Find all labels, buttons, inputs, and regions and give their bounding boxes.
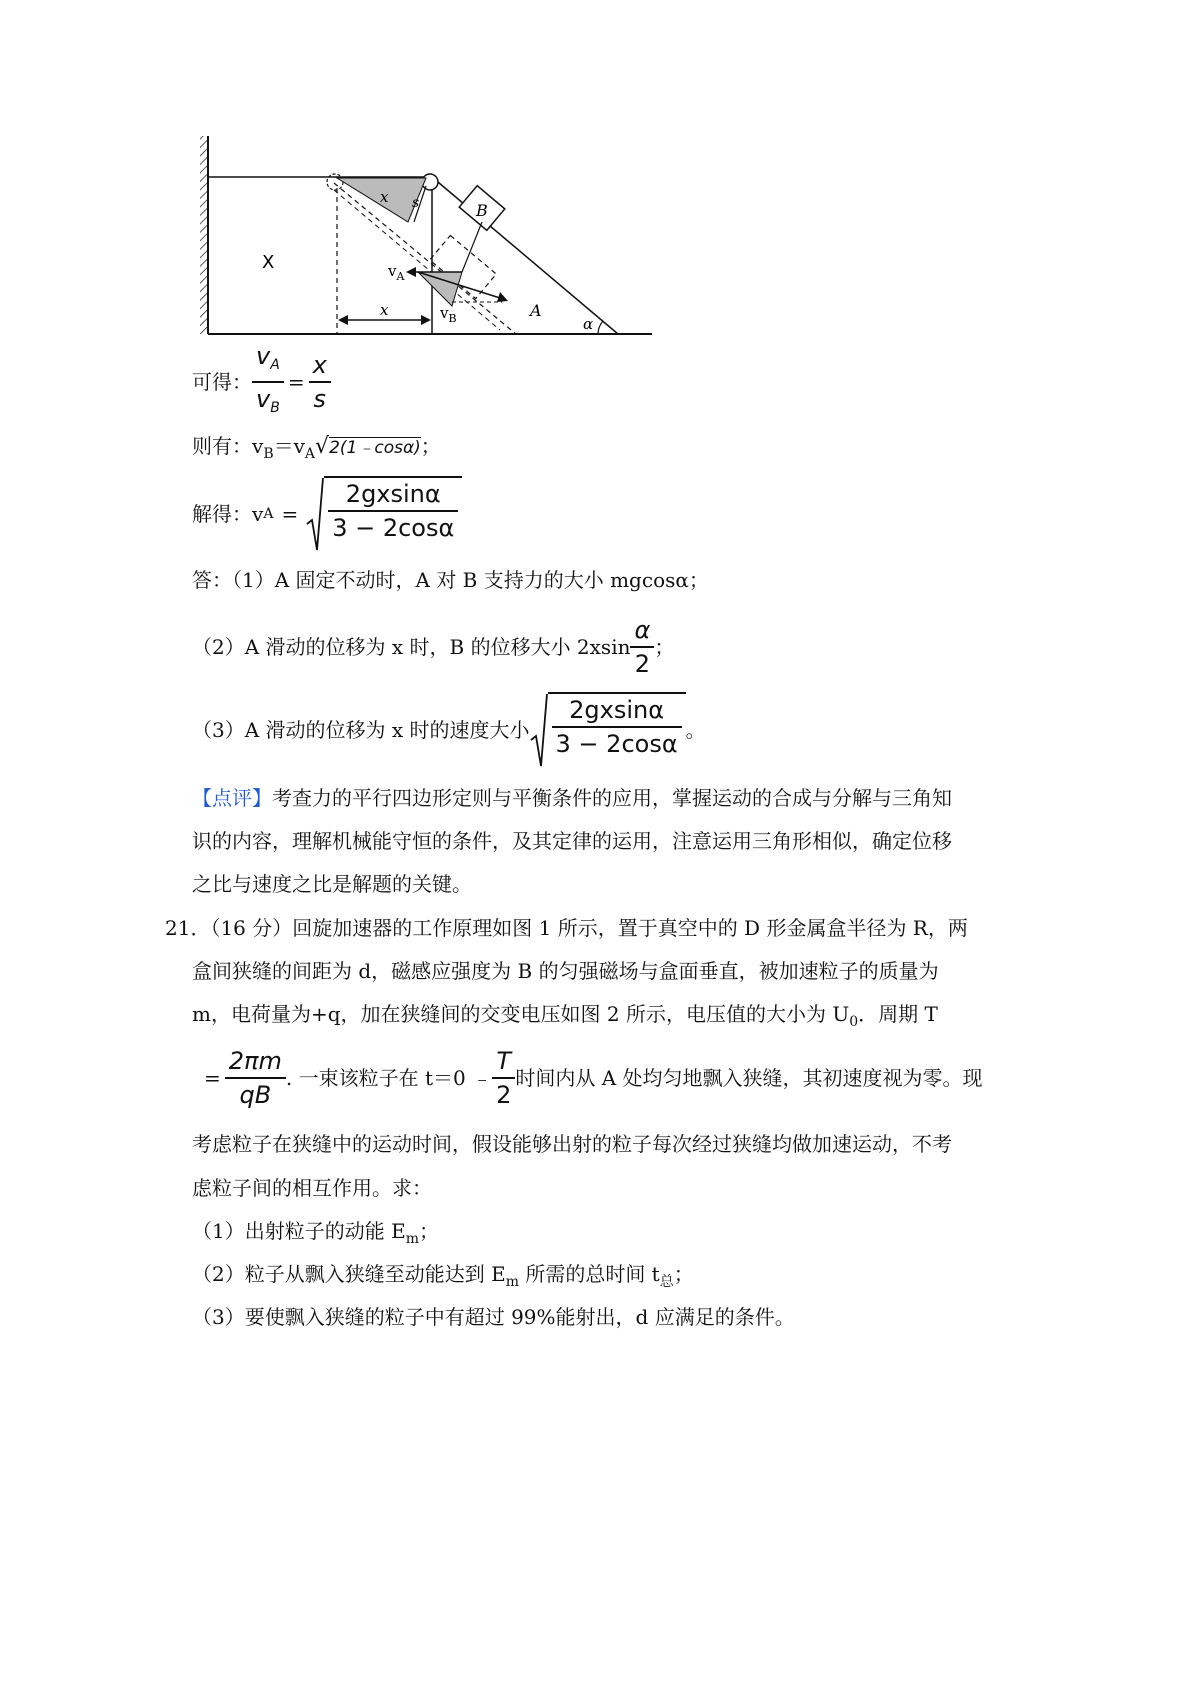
p21-line-4: = $\frac{2\pi m}{qB}$ . 一束该粒子在 t＝0 ﹣ $\frac{T}{2}$ 时间内从 A 处均匀地飘入狭缝，其初速度视为零。现 [204,1047,983,1109]
comment-line-1: 【点评】考查力的平行四边形定则与平衡条件的应用，掌握运动的合成与分解与三角知 [192,786,952,810]
va-arrowhead [406,267,416,277]
label-vb: $v_B$ [440,304,457,325]
answer-1: 答：（1）A 固定不动时，A 对 B 支持力的大小 mgcosα； [192,568,709,592]
vb-arrowhead [497,292,508,302]
p21-line-2: 盒间狭缝的间距为 d，磁感应强度为 B 的匀强磁场与盒面垂直，被加速粒子的质量为 [192,959,939,983]
region-label: X [262,252,275,273]
p21-line-6: 虑粒子间的相互作用。求： [192,1176,432,1200]
p21-line-1: 21．（16 分）回旋加速器的工作原理如图 1 所示，置于真空中的 D 形金属盒半径为 R，两 [165,916,968,940]
kede-frac1: $\frac{v_A}{v_B}$ [252,342,284,422]
answer-3: （3）A 滑动的位移为 x 时的速度大小 $\frac{2gxsin\alpha}{3 - 2\cos\alpha}$ 。 [192,690,706,770]
x-arrow-right [421,315,431,325]
comment-line-2: 识的内容，理解机械能守恒的条件，及其定律的运用，注意运用三角形相似，确定位移 [192,829,952,853]
p21-q2: （2）粒子从飘入狭缝至动能达到 $E_m$ 所需的总时间 $t_总$； [192,1262,694,1290]
label-alpha: α [583,315,594,333]
string-b [462,222,482,272]
label-x-bottom: x [380,301,389,319]
label-va: $v_A$ [388,262,405,283]
answer-2: （2）A 滑动的位移为 x 时，B 的位移大小 2xsin $\frac{\alpha}{2}$ ； [192,616,675,678]
label-x-top: x [380,188,389,206]
shaded-triangle-lower [418,272,462,306]
wall-hatch [200,136,208,334]
p21-line-3: m，电荷量为+q，加在狭缝间的交变电压如图 2 所示，电压值的大小为 $U_0$．周期 T [192,1002,938,1030]
x-arrow-left [338,315,348,325]
incline-line [432,177,618,334]
alpha-arc [598,321,603,334]
comment-line-3: 之比与速度之比是解题的关键。 [192,872,472,896]
jiede-line: 解得： v A = $\frac{2gxsin\alpha}{3 - 2\cos\alpha}$ [192,474,462,554]
kede-eq: = [287,370,305,394]
zeyou-radicand: 2(1﹣cosα) [329,438,421,458]
jiede-sqrt: $\frac{2gxsin\alpha}{3 - 2\cos\alpha}$ [306,476,462,552]
kede-line [192,342,331,422]
zeyou-line: 则有：$v_B=v_A√2(1﹣\cos\alpha)$； [192,434,441,462]
label-b-block: B [476,201,488,220]
kede-frac2: $\frac{x}{s}$ [309,351,331,413]
answer-3-sqrt: $\frac{2gxsin\alpha}{3 - 2\cos\alpha}$ [530,692,686,768]
label-a-block: A [530,301,542,320]
p21-line-5: 考虑粒子在狭缝中的运动时间，假设能够出射的粒子每次经过狭缝均做加速运动，不考 [192,1132,952,1156]
physics-diagram [200,130,660,350]
comment-tag: 【点评】 [192,786,272,810]
kede-label: 可得： [192,370,252,394]
p21-q1: （1）出射粒子的动能 $E_m$； [192,1219,439,1247]
label-s: s [412,195,420,211]
p21-q3: （3）要使飘入狭缝的粒子中有超过 99%能射出，d 应满足的条件。 [192,1305,795,1329]
